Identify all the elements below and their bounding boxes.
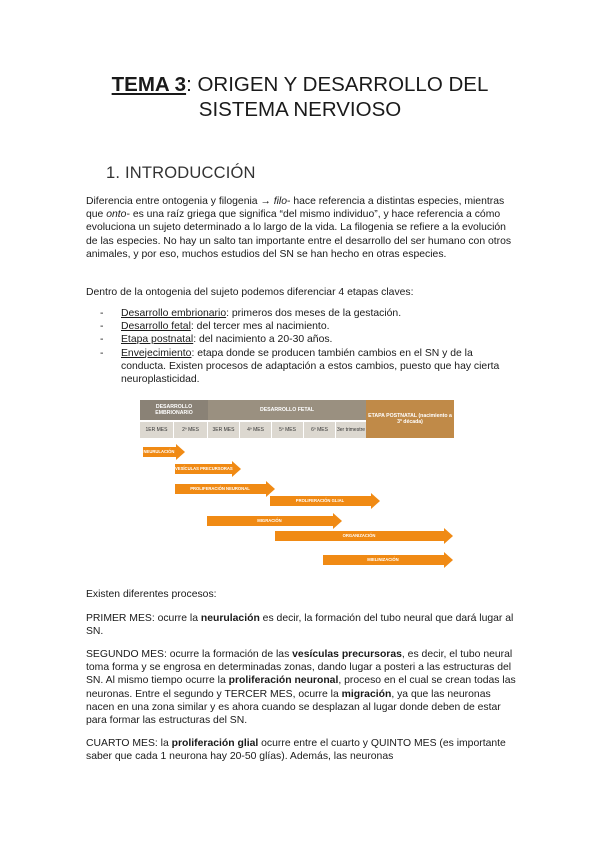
header-embrionario: DESARROLLO EMBRIONARIO [140, 400, 208, 420]
month-cell: 3er trimestre [336, 422, 366, 438]
development-timeline-figure [140, 400, 460, 576]
stages-list [100, 307, 515, 386]
month-cell: 5º MES [272, 422, 303, 438]
arrow-proliferacion-neuronal: PROLIFERACIÓN NEURONAL [175, 481, 275, 497]
list-item: - Desarrollo fetal: del tercer mes al nacimiento. [100, 321, 330, 333]
arrow-proliferacion-glial: PROLIFERACIÓN GLIAL [270, 493, 380, 509]
title-line2: SISTEMA NERVIOSO [198, 98, 402, 121]
document-title [60, 72, 540, 122]
month-cell: 1ER MES [140, 422, 173, 438]
arrow-vesiculas: VESÍCULAS PRECURSORAS [175, 461, 241, 477]
primer-mes-paragraph: PRIMER MES: ocurre la neurulación es decir, la formación del tubo neural que dará lugar al SN. [86, 613, 514, 638]
arrow-mielinizacion: MIELINIZACIÓN [323, 552, 453, 568]
month-cell: 3ER MES [208, 422, 239, 438]
section-heading: 1. INTRODUCCIÓN [106, 164, 256, 182]
segundo-mes-paragraph: SEGUNDO MES: ocurre la formación de las vesículas precursoras, es decir, el tubo neural toma forma y se engrosa en determinadas zonas, dando lugar a posteri a las estructuras del SN. Al mismo tiempo ocurre la proliferación neuronal, proceso en el cual se crean todas las neuronas. Entre el segundo y TERCER MES, ocurre la migración, ya que las neuronas nacen en una zona similar y es ahora cuando se desplazan al lugar donde deben de estar para formar las estructuras del SN. [86, 649, 516, 727]
month-cell: 4º MES [240, 422, 271, 438]
procesos-intro: Existen diferentes procesos: [86, 589, 217, 600]
header-postnatal: ETAPA POSTNATAL (nacimiento a 3ª década) [366, 400, 454, 438]
month-cell: 2º MES [174, 422, 207, 438]
title-rest: : ORIGEN Y DESARROLLO DEL [186, 73, 489, 96]
arrow-neurulacion: NEURULACIÓN [143, 444, 185, 460]
arrow-organizacion: ORGANIZACIÓN [275, 528, 453, 544]
list-item: - Desarrollo embrionario: primeros dos meses de la gestación. [100, 308, 402, 319]
list-item: - Etapa postnatal: del nacimiento a 20-30 años. [100, 334, 333, 346]
cuarto-mes-paragraph: CUARTO MES: la proliferación glial ocurre entre el cuarto y QUINTO MES (es importante saber que cada 1 neurona hay 20-50 glías). Además, las neuronas [86, 738, 506, 763]
title-tema: TEMA 3 [111, 73, 187, 96]
month-cell: 6º MES [304, 422, 335, 438]
header-fetal: DESARROLLO FETAL [208, 400, 366, 420]
intro-paragraph: Diferencia entre ontogenia y filogenia → filo- hace referencia a distintas especies, mientras que onto- es una raíz griega que significa “del mismo individuo”, y hace referencia a cómo evoluciona un sujeto determinado a lo largo de la vida. La filogenia se refiere a la evolución de las especies. No hay un salto tan importante entre el desarrollo del ser humano con otros animales, y por eso, muchos estudios del SN se han hecho en otras especies. [86, 196, 512, 260]
list-item: - Envejecimiento: etapa donde se producen también cambios en el SN y de la conducta. Existen procesos de adaptación a estos cambios, puesto que hay cierta neuroplasticidad. [100, 347, 500, 386]
stages-intro: Dentro de la ontogenia del sujeto podemos diferenciar 4 etapas claves: [86, 287, 414, 298]
arrow-migracion: MIGRACIÓN [207, 513, 342, 529]
